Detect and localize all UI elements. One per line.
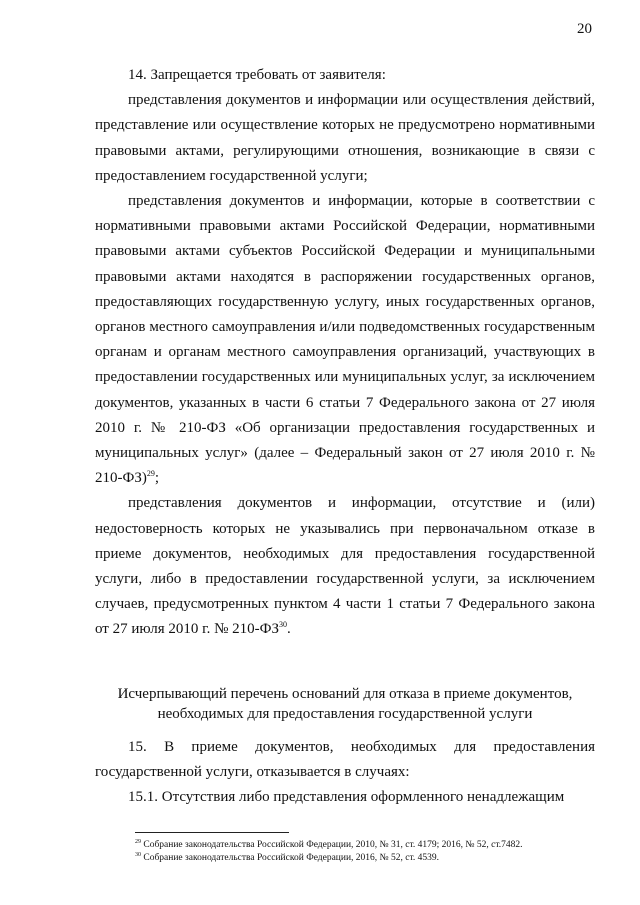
footnote-divider	[135, 832, 289, 833]
paragraph-item-15: 15. В приеме документов, необходимых для предоставления государственной услуги, отказывается в случаях:	[95, 739, 595, 781]
footnote-30	[135, 852, 605, 865]
paragraph-item-15-1: 15.1. Отсутствия либо представления оформленного ненадлежащим	[128, 789, 565, 806]
footnote-text: Собрание законодательства Российской Федерации, 2010, № 31, ст. 4179; 2016, № 52, ст.7482.	[143, 840, 523, 850]
paragraph-requirement-3	[95, 491, 595, 642]
page-number: 20	[577, 21, 592, 37]
section-heading-line-1: Исчерпывающий перечень оснований для отказа в приеме документов,	[117, 686, 573, 702]
paragraph-tail: ;	[154, 470, 160, 487]
footnote-number: 30	[135, 851, 141, 858]
paragraph-text: представления документов и информации, отсутствие и (или) недостоверность которых не указывались при первоначальном отказе в приеме документов, необходимых для предоставления государственной услуги, либо в предоставлении государственной услуги, за исключением случаев, предусмотренных пунктом 4 части 1 статьи 7 Федерального закона от 27 июля 2010 г. № 210-ФЗ	[95, 495, 595, 638]
paragraph-tail: .	[286, 621, 291, 638]
footnote-ref-29: 29	[146, 469, 155, 479]
footnote-number: 29	[135, 838, 141, 845]
paragraph-text: представления документов и информации, которые в соответствии с нормативными правовыми актами Российской Федерации, нормативными правовыми актами субъектов Российской Федерации и муниципальными правовыми актами находятся в распоряжении государственных органов, предоставляющих государственную услугу, иных государственных органов, органов местного самоуправления и/или подведомственных государственным органам и органам местного самоуправления организаций, участвующих в предоставлении государственных или муниципальных услуг, за исключением документов, указанных в части 6 статьи 7 Федерального закона от 27 июля 2010 г. № 210-ФЗ «Об организации предоставления государственных и муниципальных услуг» (далее – Федеральный закон от 27 июля 2010 г. № 210-ФЗ)	[95, 193, 595, 487]
footnote-text: Собрание законодательства Российской Федерации, 2016, № 52, ст. 4539.	[143, 853, 440, 863]
paragraph-item-14: 14. Запрещается требовать от заявителя:	[128, 67, 386, 83]
paragraph-requirement-1: представления документов и информации или осуществления действий, представление или осуществление которых не предусмотрено нормативными правовыми актами, регулирующими отношения, возникающие в связи с предоставлением государственной услуги;	[95, 92, 595, 184]
footnote-29	[135, 839, 605, 852]
footnotes	[135, 839, 605, 865]
footnote-ref-30: 30	[278, 620, 287, 630]
body-text-top	[95, 63, 595, 643]
section-heading	[95, 684, 595, 724]
paragraph-requirement-2	[95, 189, 595, 491]
body-text-bottom	[95, 735, 595, 811]
section-heading-line-2: необходимых для предоставления государственной услуги	[157, 706, 533, 722]
